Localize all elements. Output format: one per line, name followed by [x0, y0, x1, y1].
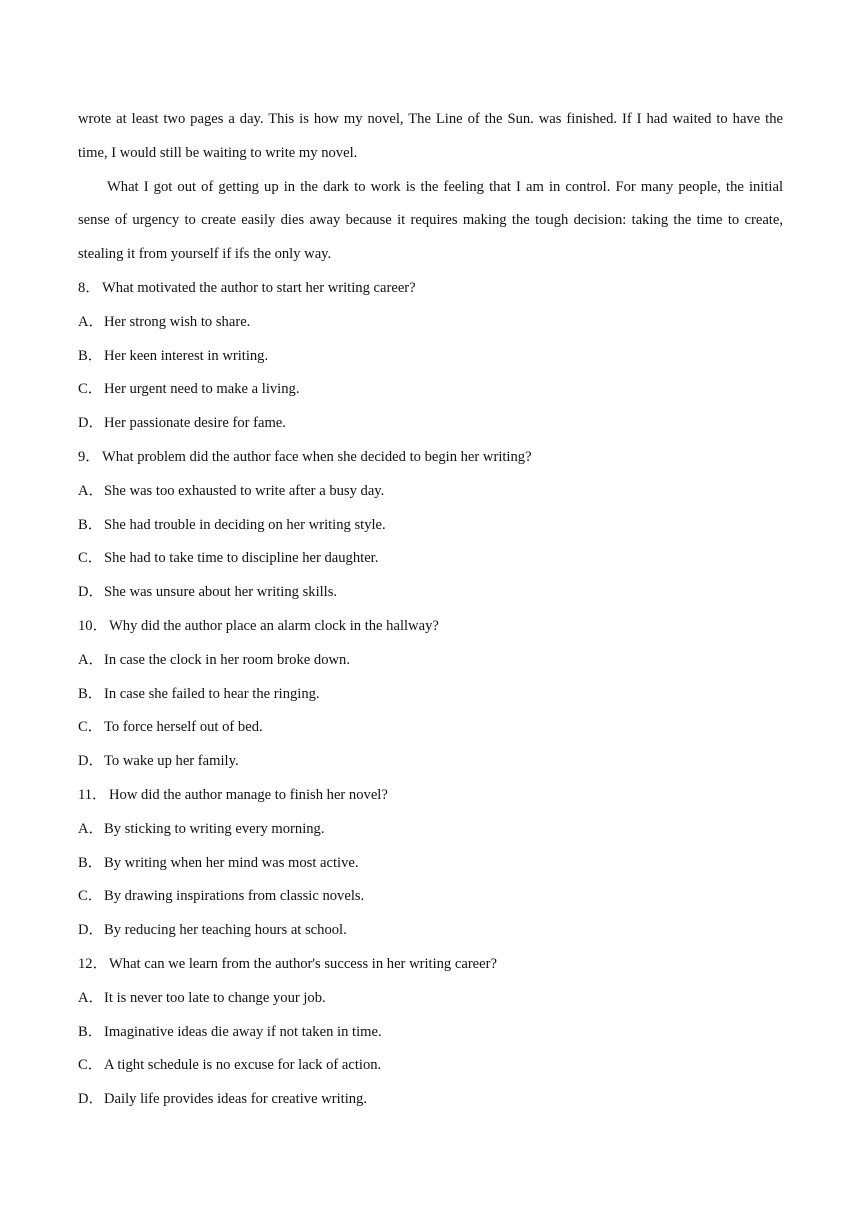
option-text: She had trouble in deciding on her writing style. — [104, 516, 386, 533]
option-a — [78, 306, 783, 340]
option-a — [78, 475, 783, 509]
option-letter: A． — [78, 989, 104, 1006]
option-text: In case she failed to hear the ringing. — [104, 685, 320, 702]
option-letter: C． — [78, 1057, 103, 1074]
option-letter: A． — [78, 651, 104, 668]
option-text: By sticking to writing every morning. — [104, 820, 325, 837]
page-content — [78, 103, 783, 1117]
option-text: It is never too late to change your job. — [104, 989, 326, 1006]
question-8 — [78, 272, 783, 306]
question-block — [78, 272, 783, 441]
option-letter: D． — [78, 922, 104, 939]
option-text: Daily life provides ideas for creative writing. — [104, 1091, 368, 1108]
option-letter: B． — [78, 854, 103, 871]
option-letter: B． — [78, 1023, 103, 1040]
option-letter: B． — [78, 347, 103, 364]
passage-paragraph-1: wrote at least two pages a day. This is how my novel, The Line of the Sun. was finished. If I had waited to have the time, I would still be waiting to write my novel. — [78, 111, 783, 161]
option-letter: C． — [78, 381, 103, 398]
option-text: She was too exhausted to write after a busy day. — [104, 482, 385, 499]
option-d — [78, 407, 783, 441]
option-d — [78, 745, 783, 779]
option-text: Her keen interest in writing. — [104, 347, 269, 364]
option-c — [78, 711, 783, 745]
option-text: A tight schedule is no excuse for lack of action. — [104, 1057, 382, 1074]
option-c — [78, 880, 783, 914]
question-9 — [78, 441, 783, 475]
question-text: How did the author manage to finish her novel? — [109, 786, 388, 803]
option-text: Her passionate desire for fame. — [104, 415, 286, 432]
question-text: What problem did the author face when she decided to begin her writing? — [102, 448, 532, 465]
option-letter: D． — [78, 753, 104, 770]
option-text: In case the clock in her room broke down. — [104, 651, 350, 668]
question-10 — [78, 610, 783, 644]
option-b — [78, 340, 783, 374]
option-a — [78, 982, 783, 1016]
option-d — [78, 1083, 783, 1117]
option-letter: C． — [78, 550, 103, 567]
option-letter: B． — [78, 516, 103, 533]
option-c — [78, 542, 783, 576]
question-block — [78, 441, 783, 610]
option-text: She was unsure about her writing skills. — [104, 584, 338, 601]
option-text: Her urgent need to make a living. — [104, 381, 300, 398]
question-block — [78, 610, 783, 779]
question-number: 12． — [78, 955, 108, 972]
option-letter: B． — [78, 685, 103, 702]
option-text: She had to take time to discipline her daughter. — [104, 550, 379, 567]
option-letter: C． — [78, 719, 103, 736]
option-d — [78, 576, 783, 610]
question-number: 9． — [78, 448, 100, 465]
option-letter: C． — [78, 888, 103, 905]
option-a — [78, 813, 783, 847]
option-c — [78, 373, 783, 407]
question-block — [78, 779, 783, 948]
question-number: 8． — [78, 279, 100, 296]
option-text: To wake up her family. — [104, 753, 239, 770]
option-b — [78, 509, 783, 543]
option-b — [78, 847, 783, 881]
option-text: To force herself out of bed. — [104, 719, 263, 736]
question-block — [78, 948, 783, 1117]
question-11 — [78, 779, 783, 813]
question-text: Why did the author place an alarm clock in the hallway? — [109, 617, 439, 634]
option-letter: D． — [78, 415, 104, 432]
option-text: By writing when her mind was most active. — [104, 854, 359, 871]
option-text: By drawing inspirations from classic novels. — [104, 888, 365, 905]
option-letter: D． — [78, 1091, 104, 1108]
question-number: 10． — [78, 617, 108, 634]
question-text: What motivated the author to start her writing career? — [102, 279, 416, 296]
option-c — [78, 1049, 783, 1083]
option-text: Her strong wish to share. — [104, 313, 251, 330]
option-b — [78, 1016, 783, 1050]
option-b — [78, 678, 783, 712]
option-text: Imaginative ideas die away if not taken in time. — [104, 1023, 382, 1040]
option-text: By reducing her teaching hours at school. — [104, 922, 347, 939]
option-letter: A． — [78, 482, 104, 499]
option-letter: A． — [78, 820, 104, 837]
option-d — [78, 914, 783, 948]
question-text: What can we learn from the author's success in her writing career? — [109, 955, 497, 972]
question-number: 11． — [78, 786, 107, 803]
passage-paragraph-2: What I got out of getting up in the dark to work is the feeling that I am in control. For many people, the initial sense of urgency to create easily dies away because it requires making the tough decision: taking the time to create, stealing it from yourself if ifs the only way. — [78, 178, 783, 263]
option-letter: A． — [78, 313, 104, 330]
option-a — [78, 644, 783, 678]
option-letter: D． — [78, 584, 104, 601]
question-12 — [78, 948, 783, 982]
